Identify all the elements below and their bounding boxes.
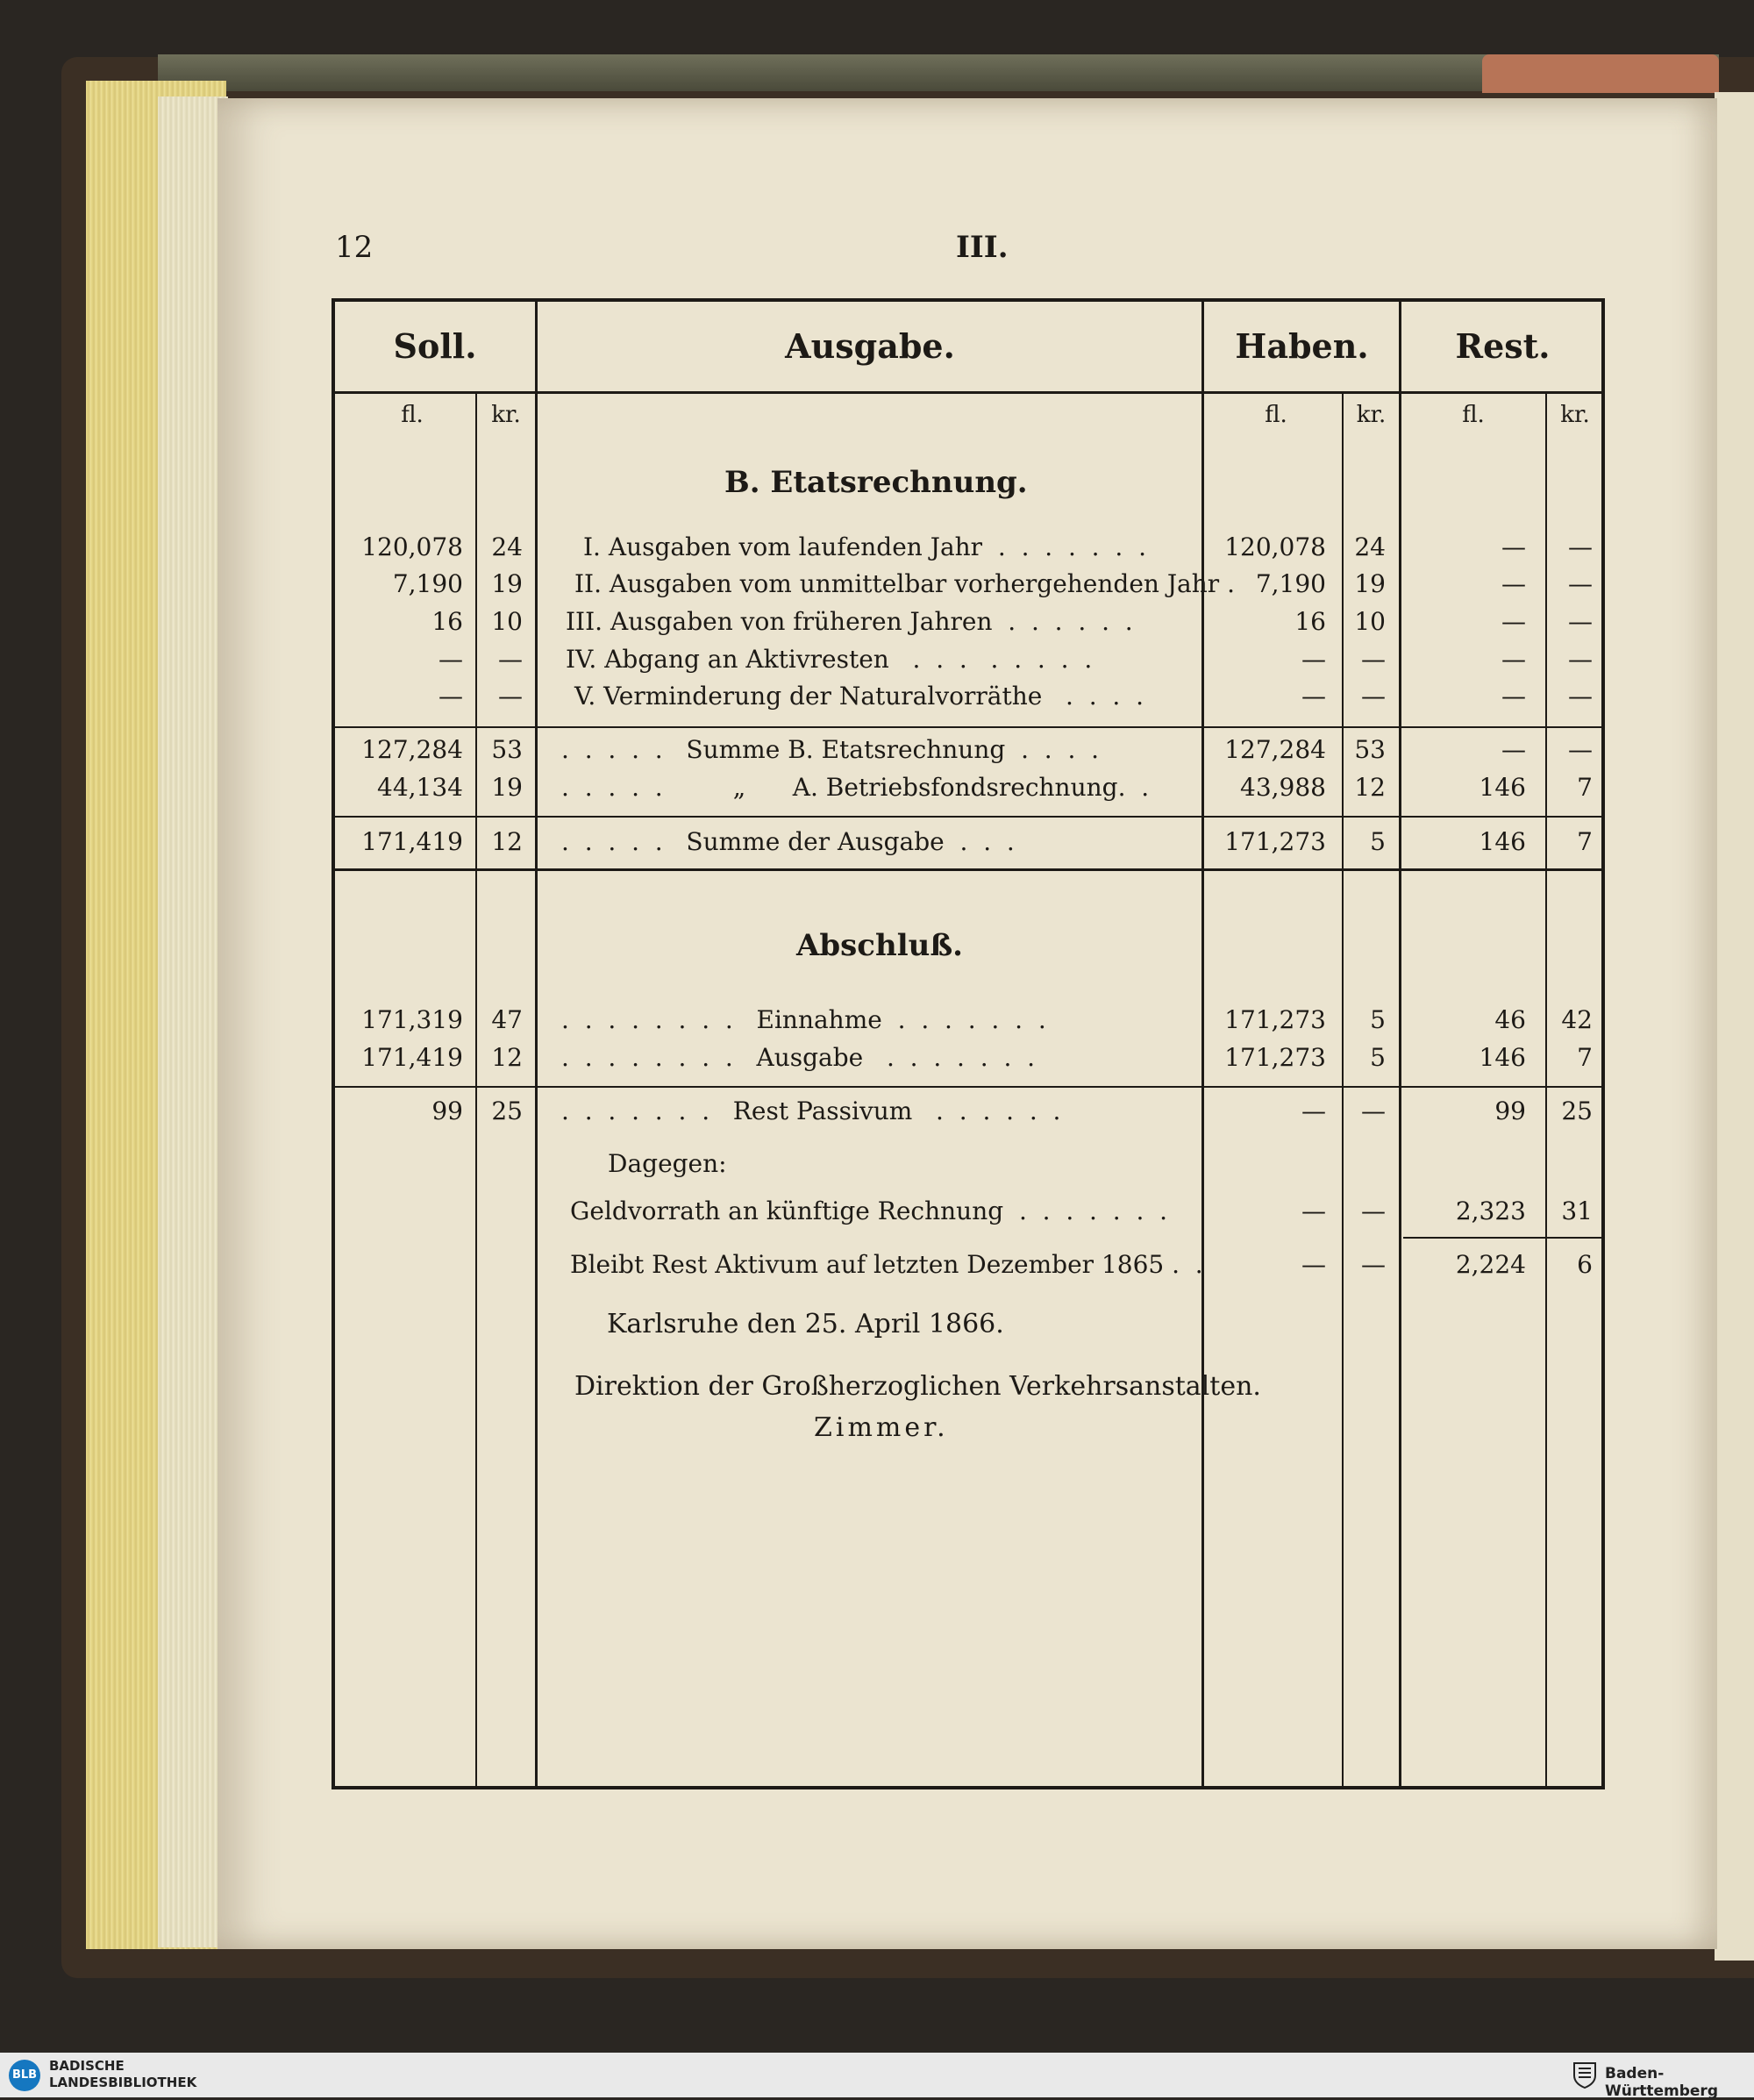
dagegen-label: Dagegen: xyxy=(608,1149,727,1178)
haben-kr: 5 xyxy=(1370,827,1386,856)
haben-fl: 127,284 xyxy=(1224,735,1326,764)
haben-fl: 43,988 xyxy=(1240,773,1326,802)
col-divider-haben-kr xyxy=(1342,394,1344,1788)
soll-kr: 47 xyxy=(491,1005,523,1034)
subheader-haben-fl: fl. xyxy=(1265,402,1287,428)
subheader-soll-kr: kr. xyxy=(491,402,521,428)
rest-fl: 99 xyxy=(1494,1096,1526,1125)
rest-fl: 46 xyxy=(1494,1005,1526,1034)
haben-kr: — xyxy=(1361,1250,1386,1279)
haben-fl: — xyxy=(1301,645,1326,674)
header-divider xyxy=(333,391,1605,394)
row-text: Bleibt Rest Aktivum auf letzten Dezember 1865 . . xyxy=(570,1250,1203,1279)
soll-kr: 12 xyxy=(491,1043,523,1072)
haben-kr: — xyxy=(1361,1096,1386,1125)
rest-kr: 7 xyxy=(1577,827,1593,856)
col-divider-soll xyxy=(535,300,538,1788)
soll-kr: 19 xyxy=(491,773,523,802)
haben-fl: — xyxy=(1301,1250,1326,1279)
rest-fl: 146 xyxy=(1479,773,1526,802)
subheader-haben-kr: kr. xyxy=(1356,402,1387,428)
row-text: . . . . . . . . Ausgabe . . . . . . . xyxy=(561,1043,1036,1072)
row-text: I. Ausgaben vom laufenden Jahr . . . . . . . xyxy=(583,532,1146,561)
rest-kr: 31 xyxy=(1561,1196,1593,1225)
soll-kr: 19 xyxy=(491,569,523,598)
soll-fl: 171,319 xyxy=(361,1005,463,1034)
haben-kr: 5 xyxy=(1370,1005,1386,1034)
soll-fl: 7,190 xyxy=(392,569,463,598)
header-ausgabe: Ausgabe. xyxy=(785,326,955,366)
rest-fl: 146 xyxy=(1479,1043,1526,1072)
library-footer xyxy=(0,2053,1754,2100)
sum-rule xyxy=(335,816,1603,818)
soll-fl: 16 xyxy=(431,607,463,636)
soll-fl: 44,134 xyxy=(377,773,463,802)
col-divider-soll-kr xyxy=(475,394,477,1788)
rest-rule xyxy=(1403,1237,1603,1239)
row-text: . . . . . „ A. Betriebsfondsrechnung. . xyxy=(561,773,1150,802)
rest-fl: 2,323 xyxy=(1455,1196,1526,1225)
soll-fl: 171,419 xyxy=(361,827,463,856)
soll-kr: 10 xyxy=(491,607,523,636)
library-name xyxy=(49,2058,196,2091)
soll-kr: 24 xyxy=(491,532,523,561)
rest-kr: — xyxy=(1568,682,1593,711)
row-text: . . . . . . . . Einnahme . . . . . . . xyxy=(561,1005,1046,1034)
coat-of-arms-icon xyxy=(1572,2060,1598,2089)
haben-fl: — xyxy=(1301,682,1326,711)
direktion-line: Direktion der Großherzoglichen Verkehrsanstalten. xyxy=(574,1371,1261,1402)
state-name: Baden-Württemberg xyxy=(1605,2065,1718,2100)
soll-kr: — xyxy=(498,645,523,674)
header-rest: Rest. xyxy=(1455,326,1551,366)
subheader-rest-fl: fl. xyxy=(1462,402,1485,428)
rest-fl: — xyxy=(1501,532,1526,561)
row-text: III. Ausgaben von früheren Jahren . . . . . . xyxy=(566,607,1133,636)
row-text: . . . . . . . Rest Passivum . . . . . . xyxy=(561,1096,1061,1125)
haben-fl: 16 xyxy=(1294,607,1326,636)
blb-logo-icon: BLB xyxy=(9,2060,40,2091)
running-head: III. xyxy=(956,230,1009,265)
haben-fl: — xyxy=(1301,1096,1326,1125)
rest-kr: 42 xyxy=(1561,1005,1593,1034)
haben-fl: 171,273 xyxy=(1224,1043,1326,1072)
row-text: IV. Abgang an Aktivresten . . . . . . . . xyxy=(566,645,1093,674)
haben-fl: — xyxy=(1301,1196,1326,1225)
haben-kr: 19 xyxy=(1354,569,1386,598)
rest-kr: — xyxy=(1568,645,1593,674)
section-b-title: B. Etatsrechnung. xyxy=(724,465,1028,500)
bookmark-ribbon xyxy=(1482,54,1719,93)
row-text: . . . . . Summe B. Etatsrechnung . . . . xyxy=(561,735,1100,764)
rest-kr: 25 xyxy=(1561,1096,1593,1125)
page-number: 12 xyxy=(335,230,374,265)
row-text: Geldvorrath an künftige Rechnung . . . . . . . xyxy=(570,1196,1168,1225)
abschluss-title: Abschluß. xyxy=(796,928,964,963)
haben-kr: 53 xyxy=(1354,735,1386,764)
rest-fl: 146 xyxy=(1479,827,1526,856)
rest-kr: — xyxy=(1568,569,1593,598)
haben-kr: — xyxy=(1361,1196,1386,1225)
sum-rule xyxy=(335,1086,1603,1088)
soll-fl: 171,419 xyxy=(361,1043,463,1072)
haben-fl: 171,273 xyxy=(1224,827,1326,856)
rest-kr: 7 xyxy=(1577,1043,1593,1072)
haben-fl: 7,190 xyxy=(1255,569,1326,598)
signature: Zimmer. xyxy=(814,1412,949,1443)
haben-kr: 10 xyxy=(1354,607,1386,636)
header-haben: Haben. xyxy=(1235,326,1369,366)
sum-rule xyxy=(335,726,1603,728)
facing-page-edge xyxy=(1715,92,1754,1961)
haben-kr: 12 xyxy=(1354,773,1386,802)
row-text: V. Verminderung der Naturalvorräthe . . . . xyxy=(574,682,1144,711)
place-date: Karlsruhe den 25. April 1866. xyxy=(607,1309,1004,1339)
col-divider-rest-kr xyxy=(1545,394,1547,1788)
soll-fl: 127,284 xyxy=(361,735,463,764)
library-name-line1: BADISCHE xyxy=(49,2058,125,2074)
rest-fl: — xyxy=(1501,569,1526,598)
subheader-rest-kr: kr. xyxy=(1560,402,1590,428)
haben-fl: 120,078 xyxy=(1224,532,1326,561)
rest-kr: 6 xyxy=(1577,1250,1593,1279)
soll-kr: — xyxy=(498,682,523,711)
soll-fl: — xyxy=(438,682,463,711)
col-divider-ausgabe xyxy=(1201,300,1204,1788)
row-text: . . . . . Summe der Ausgabe . . . xyxy=(561,827,1015,856)
soll-fl: 120,078 xyxy=(361,532,463,561)
row-text: II. Ausgaben vom unmittelbar vorhergehenden Jahr . xyxy=(574,569,1235,598)
rest-fl: — xyxy=(1501,607,1526,636)
subheader-soll-fl: fl. xyxy=(401,402,424,428)
rest-fl: — xyxy=(1501,682,1526,711)
haben-kr: — xyxy=(1361,645,1386,674)
haben-kr: 24 xyxy=(1354,532,1386,561)
rest-kr: — xyxy=(1568,607,1593,636)
double-rule xyxy=(335,868,1603,871)
rest-fl: — xyxy=(1501,735,1526,764)
rest-kr: 7 xyxy=(1577,773,1593,802)
soll-fl: — xyxy=(438,645,463,674)
soll-fl: 99 xyxy=(431,1096,463,1125)
header-soll: Soll. xyxy=(393,326,477,366)
rest-fl: — xyxy=(1501,645,1526,674)
haben-kr: 5 xyxy=(1370,1043,1386,1072)
rest-kr: — xyxy=(1568,532,1593,561)
soll-kr: 25 xyxy=(491,1096,523,1125)
library-name-line2: LANDESBIBLIOTHEK xyxy=(49,2075,197,2090)
rest-fl: 2,224 xyxy=(1455,1250,1526,1279)
haben-kr: — xyxy=(1361,682,1386,711)
col-divider-haben xyxy=(1399,300,1401,1788)
rest-kr: — xyxy=(1568,735,1593,764)
soll-kr: 53 xyxy=(491,735,523,764)
haben-fl: 171,273 xyxy=(1224,1005,1326,1034)
soll-kr: 12 xyxy=(491,827,523,856)
